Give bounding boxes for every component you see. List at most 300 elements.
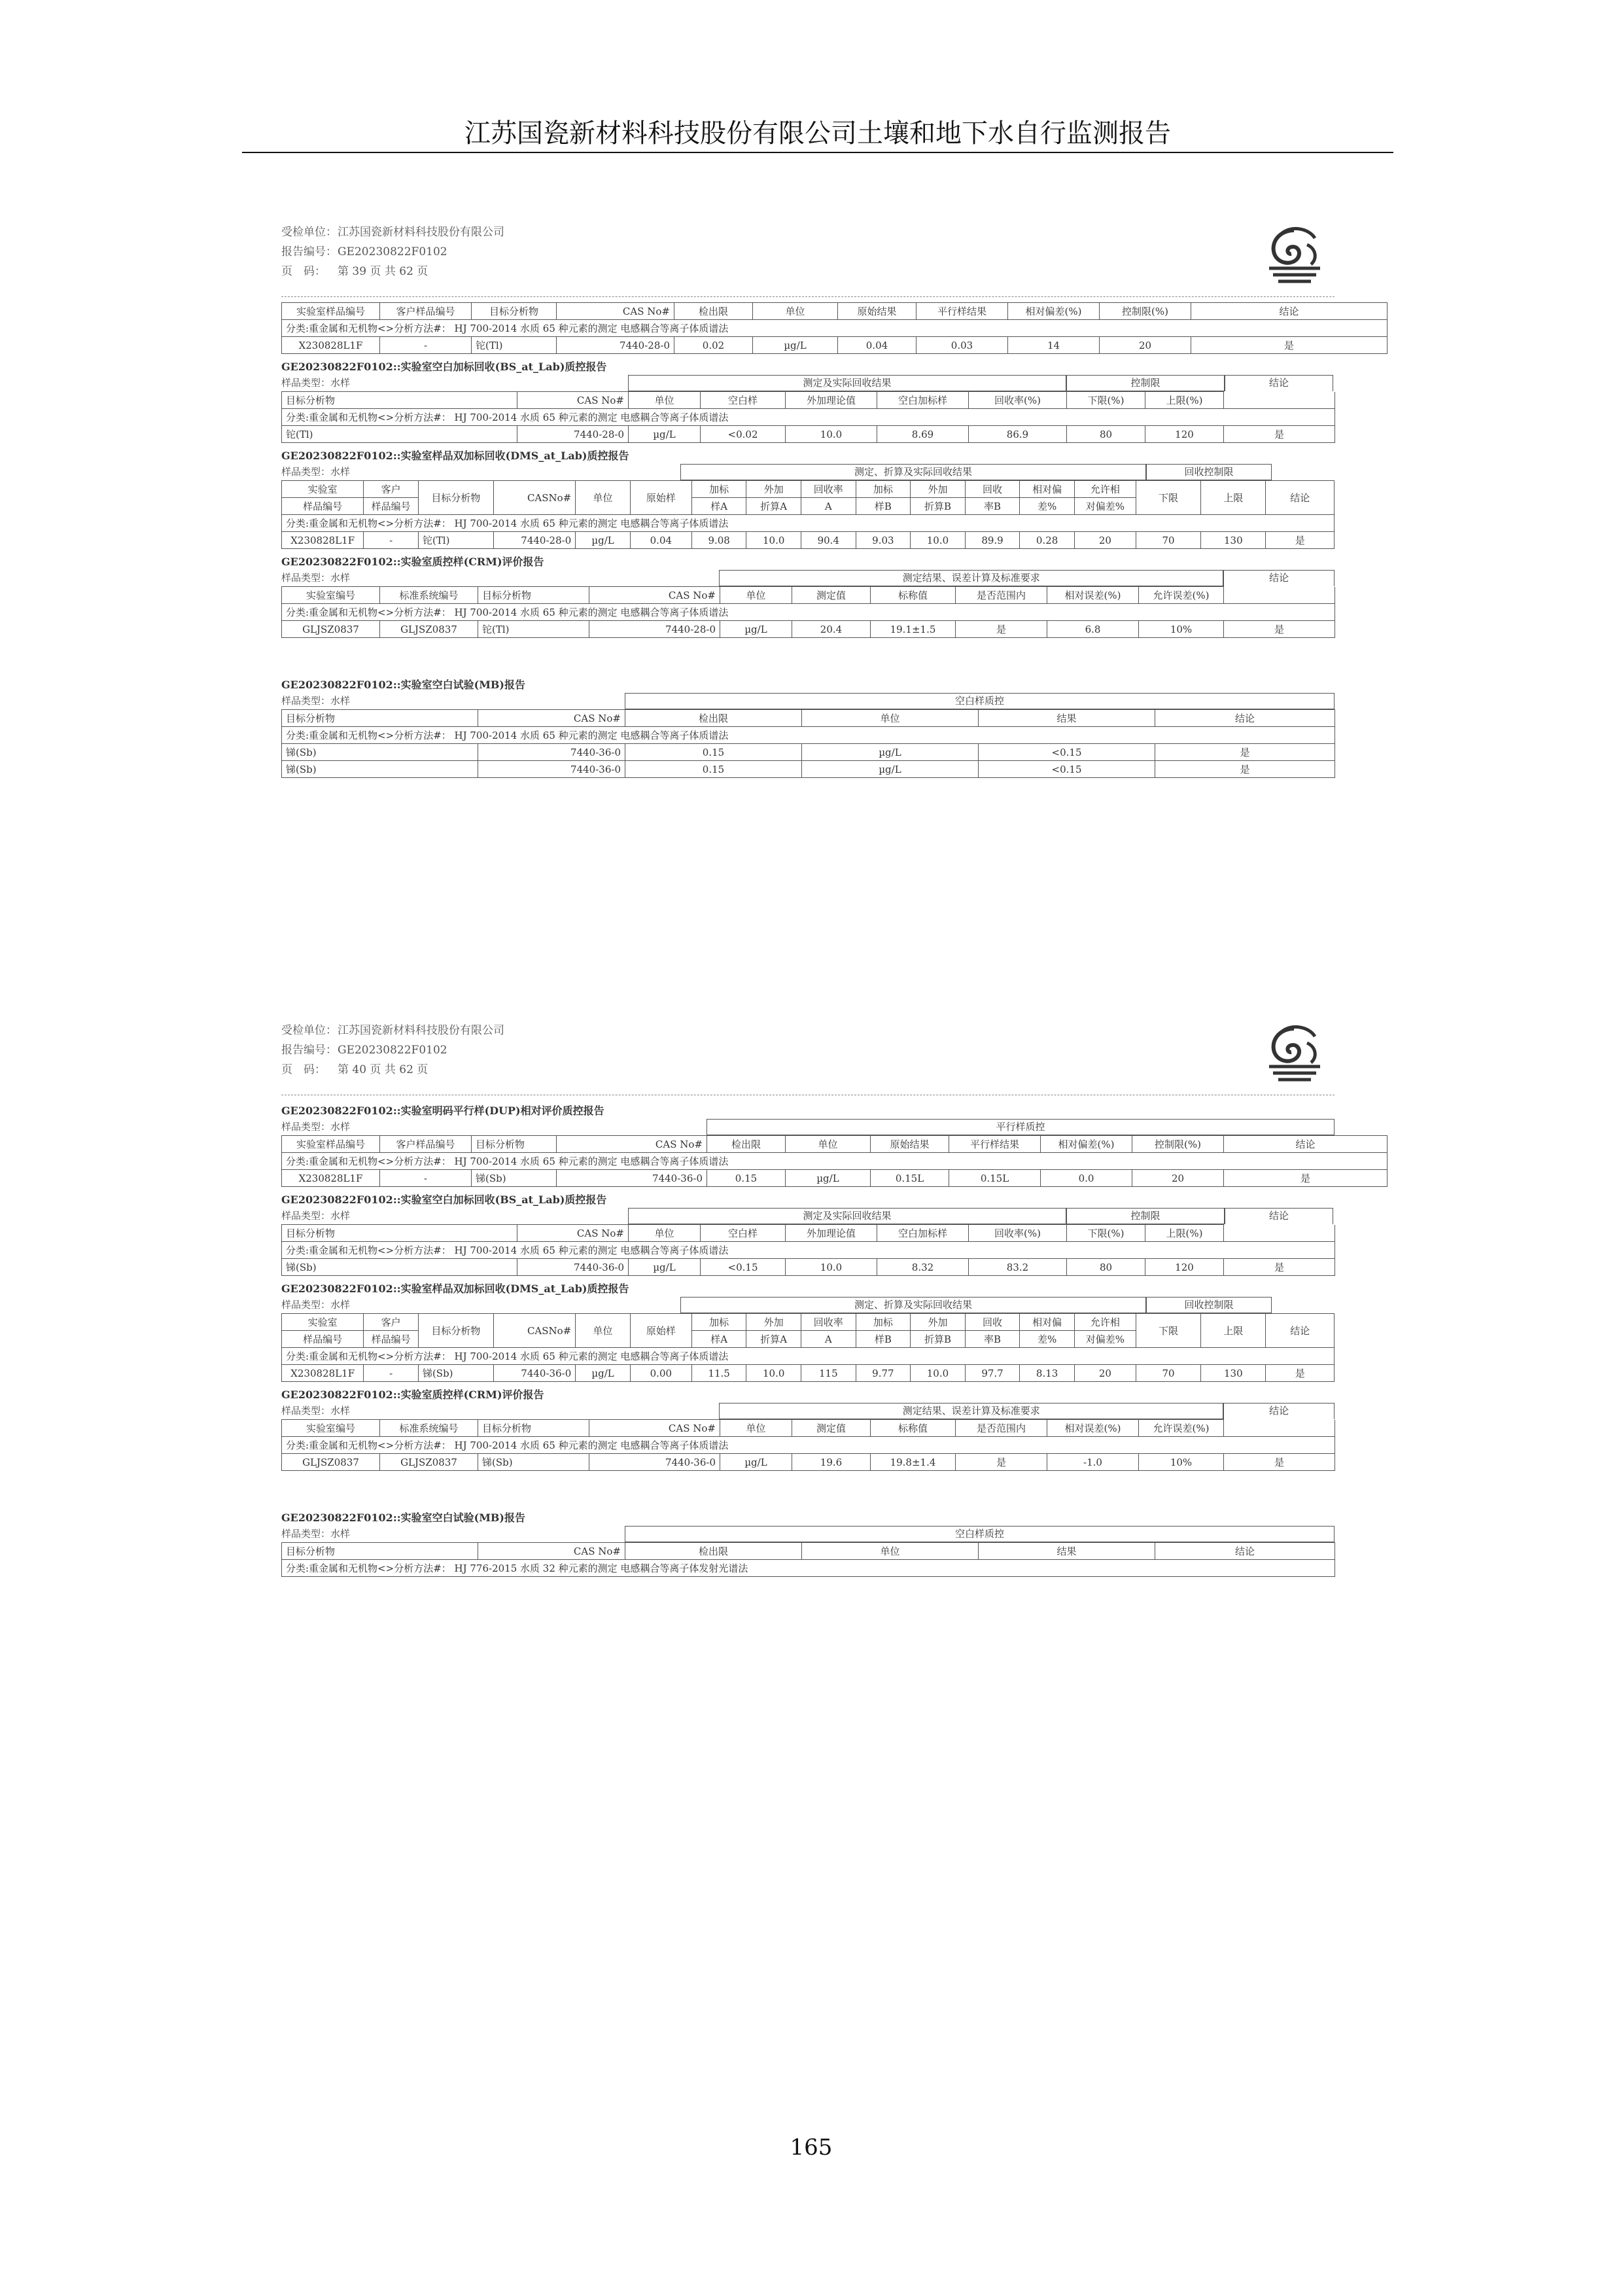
report-page-40 — [281, 1021, 1335, 1577]
cell: µg/L — [786, 1170, 871, 1187]
cell: 7440-36-0 — [517, 1259, 629, 1276]
cell: 11.5 — [691, 1365, 746, 1382]
col-header: 允许误差(%) — [1139, 587, 1224, 604]
cell: 20 — [1100, 337, 1191, 354]
group-caption: 测定及实际回收结果 — [628, 1208, 1066, 1224]
cell: 0.00 — [630, 1365, 691, 1382]
cell: µg/L — [576, 1365, 631, 1382]
cell: 是 — [956, 621, 1047, 638]
col-header: A — [801, 498, 856, 515]
col-header: 相对误差(%) — [1047, 1420, 1139, 1437]
col-header: 原始样 — [630, 1314, 691, 1348]
col-header: 实验室样品编号 — [282, 1136, 380, 1153]
col-header: 加标 — [856, 481, 911, 498]
report-meta — [281, 1021, 1335, 1098]
conclusion-cap: 结论 — [1223, 570, 1335, 586]
cell: - — [380, 1170, 472, 1187]
mb-table — [281, 709, 1335, 778]
client-label: 受检单位： — [281, 226, 337, 239]
cell: X230828L1F — [282, 1365, 364, 1382]
cell: 19.6 — [792, 1454, 871, 1471]
cell: 90.4 — [801, 532, 856, 549]
cell: 19.8±1.4 — [871, 1454, 956, 1471]
col-header: 外加 — [746, 481, 801, 498]
cell: 铊(Tl) — [478, 621, 589, 638]
cell: 10.0 — [786, 426, 877, 443]
method-row: 分类:重金属和无机物<>分析方法#： HJ 700-2014 水质 65 种元素的测定 电感耦合等离子体质谱法 — [282, 604, 1335, 621]
dms-table — [281, 1313, 1335, 1382]
cell: GLJSZ0837 — [380, 1454, 478, 1471]
page-info-label: 页 码： — [281, 265, 326, 278]
col-header: 率B — [965, 1331, 1020, 1348]
cell: 80 — [1067, 1259, 1145, 1276]
col-header: 实验室编号 — [282, 587, 380, 604]
cell: 是 — [1155, 761, 1335, 778]
cell: <0.02 — [701, 426, 786, 443]
sample-type: 样品类型：水样 — [281, 1528, 351, 1540]
cell: <0.15 — [979, 761, 1155, 778]
col-header: 相对偏差(%) — [1041, 1136, 1132, 1153]
bs-table — [281, 391, 1335, 443]
cell: µg/L — [753, 337, 838, 354]
method-row: 分类:重金属和无机物<>分析方法#： HJ 700-2014 水质 65 种元素的测定 电感耦合等离子体质谱法 — [282, 515, 1335, 532]
cell: 9.03 — [856, 532, 911, 549]
col-header: 差% — [1020, 1331, 1075, 1348]
sample-type: 样品类型：水样 — [281, 377, 351, 389]
group-caption: 平行样质控 — [707, 1119, 1335, 1135]
cell: 130 — [1201, 1365, 1266, 1382]
col-header: 相对偏 — [1020, 481, 1075, 498]
company-logo-icon — [1260, 222, 1328, 288]
cell: 是 — [1224, 1259, 1335, 1276]
cell: 是 — [1224, 1170, 1387, 1187]
bs-section — [281, 359, 1335, 443]
col-header: 客户样品编号 — [380, 1136, 472, 1153]
method-row: 分类:重金属和无机物<>分析方法#： HJ 700-2014 水质 65 种元素的测定 电感耦合等离子体质谱法 — [282, 727, 1335, 744]
col-header: 标称值 — [871, 1420, 956, 1437]
mb-table — [281, 1542, 1335, 1577]
method-row: 分类:重金属和无机物<>分析方法#： HJ 700-2014 水质 65 种元素的测定 电感耦合等离子体质谱法 — [282, 409, 1335, 426]
col-header: 加标 — [691, 1314, 746, 1331]
col-header: 标准系统编号 — [380, 587, 478, 604]
cell: 80 — [1067, 426, 1145, 443]
sample-type: 样品类型：水样 — [281, 695, 351, 707]
col-header: 空白样 — [701, 1225, 786, 1242]
cell: 0.15 — [707, 1170, 786, 1187]
table-row — [282, 1454, 1335, 1471]
col-header: 目标分析物 — [478, 587, 589, 604]
cell: 7440-28-0 — [517, 426, 629, 443]
header-rule — [242, 152, 1393, 153]
cell: 是 — [956, 1454, 1047, 1471]
col-header: 客户 — [364, 1314, 419, 1331]
col-header: 目标分析物 — [282, 392, 517, 409]
cell: 锑(Sb) — [282, 761, 478, 778]
cell: 0.03 — [916, 337, 1008, 354]
col-header: 测定值 — [792, 587, 871, 604]
col-header: 相对偏 — [1020, 1314, 1075, 1331]
col-header: 上限(%) — [1145, 392, 1224, 409]
cell: 20.4 — [792, 621, 871, 638]
cell: 锑(Sb) — [282, 1259, 517, 1276]
conclusion-cap: 结论 — [1225, 1208, 1333, 1224]
dup-header-row — [282, 303, 1387, 320]
col-header: 实验室样品编号 — [282, 303, 380, 320]
cell: -1.0 — [1047, 1454, 1139, 1471]
col-header: 结论 — [1224, 1136, 1387, 1153]
cell: - — [364, 1365, 419, 1382]
sample-type: 样品类型：水样 — [281, 572, 351, 584]
cell: 89.9 — [965, 532, 1020, 549]
cell: 0.04 — [630, 532, 691, 549]
cell: <0.15 — [701, 1259, 786, 1276]
col-header: 回收 — [965, 1314, 1020, 1331]
cell: 8.69 — [877, 426, 969, 443]
cell: 20 — [1074, 1365, 1136, 1382]
col-header: 允许误差(%) — [1139, 1420, 1224, 1437]
page-info: 第 40 页 共 62 页 — [338, 1063, 428, 1076]
table-row — [282, 1365, 1335, 1382]
col-header: 测定值 — [792, 1420, 871, 1437]
cell: µg/L — [720, 621, 792, 638]
group-caption: 回收控制限 — [1146, 464, 1272, 480]
col-header: 实验室 — [282, 1314, 364, 1331]
col-header: CAS No# — [478, 1543, 625, 1560]
cell: 83.2 — [969, 1259, 1067, 1276]
col-header: 实验室 — [282, 481, 364, 498]
cell: 10.0 — [746, 1365, 801, 1382]
col-header: 外加 — [911, 1314, 966, 1331]
cell: 铊(Tl) — [472, 337, 557, 354]
group-caption: 空白样质控 — [625, 1526, 1335, 1542]
col-header: 回收率(%) — [969, 392, 1067, 409]
cell: 锑(Sb) — [478, 1454, 589, 1471]
method-row: 分类:重金属和无机物<>分析方法#： HJ 700-2014 水质 65 种元素的测定 电感耦合等离子体质谱法 — [282, 1348, 1335, 1365]
dms-section — [281, 448, 1335, 549]
report-page-39 — [281, 222, 1335, 778]
col-header: 回收率 — [801, 1314, 856, 1331]
report-no: GE20230822F0102 — [338, 245, 447, 258]
sample-type: 样品类型：水样 — [281, 1210, 351, 1222]
crm-table — [281, 1419, 1335, 1471]
cell: 7440-36-0 — [589, 1454, 720, 1471]
col-header: 上限 — [1201, 481, 1266, 515]
cell: 0.15L — [871, 1170, 949, 1187]
col-header: 单位 — [720, 1420, 792, 1437]
cell: 70 — [1136, 532, 1200, 549]
col-header: 目标分析物 — [282, 1225, 517, 1242]
col-header: 结论 — [1155, 710, 1335, 727]
cell: 是 — [1224, 621, 1335, 638]
col-header: 单位 — [786, 1136, 871, 1153]
col-header: 下限 — [1136, 1314, 1200, 1348]
col-header: 空白样 — [701, 392, 786, 409]
crm-table — [281, 586, 1335, 638]
dup-table — [281, 1135, 1387, 1187]
col-header: CAS No# — [478, 710, 625, 727]
cell: <0.15 — [979, 744, 1155, 761]
cell: µg/L — [629, 1259, 701, 1276]
cell: 7440-36-0 — [478, 761, 625, 778]
dms-section — [281, 1281, 1335, 1382]
group-caption: 回收控制限 — [1146, 1297, 1272, 1313]
document-header: 江苏国瓷新材料科技股份有限公司土壤和地下水自行监测报告 — [464, 118, 1171, 149]
col-header: 回收率 — [801, 481, 856, 498]
sample-type: 样品类型：水样 — [281, 1121, 351, 1133]
cell: X230828L1F — [282, 337, 380, 354]
cell: µg/L — [576, 532, 631, 549]
col-header: 外加 — [911, 481, 966, 498]
col-header: 单位 — [802, 710, 979, 727]
cell: 0.15L — [949, 1170, 1041, 1187]
col-header: 目标分析物 — [282, 1543, 478, 1560]
col-header: 空白加标样 — [877, 392, 969, 409]
cell: 10.0 — [911, 532, 966, 549]
col-header: 相对偏差(%) — [1008, 303, 1100, 320]
report-no: GE20230822F0102 — [338, 1044, 447, 1057]
col-header: CASNo# — [493, 481, 575, 515]
col-header: 结论 — [1266, 1314, 1335, 1348]
dms-table — [281, 480, 1335, 549]
col-header: 相对误差(%) — [1047, 587, 1139, 604]
company-logo-icon — [1260, 1021, 1328, 1086]
cell: 9.08 — [691, 532, 746, 549]
col-header: 下限(%) — [1067, 1225, 1145, 1242]
cell: X230828L1F — [282, 1170, 380, 1187]
col-header: 允许相 — [1074, 1314, 1136, 1331]
col-header: 对偏差% — [1074, 1331, 1136, 1348]
col-header: 单位 — [720, 587, 792, 604]
col-header: 检出限 — [625, 1543, 802, 1560]
cell: 7440-36-0 — [493, 1365, 575, 1382]
cell: 7440-36-0 — [557, 1170, 707, 1187]
cell: µg/L — [629, 426, 701, 443]
cell: 锑(Sb) — [418, 1365, 493, 1382]
client-name: 江苏国瓷新材料科技股份有限公司 — [338, 226, 504, 239]
cell: 20 — [1074, 532, 1136, 549]
cell: 10.0 — [911, 1365, 966, 1382]
col-header: 样A — [691, 498, 746, 515]
col-header: 下限(%) — [1067, 392, 1145, 409]
col-header: 加标 — [691, 481, 746, 498]
col-header: 实验室编号 — [282, 1420, 380, 1437]
col-header: 单位 — [629, 392, 701, 409]
col-header: CAS No# — [589, 1420, 720, 1437]
conclusion-cap: 结论 — [1225, 375, 1333, 391]
col-header: 上限 — [1201, 1314, 1266, 1348]
cell: 8.32 — [877, 1259, 969, 1276]
cell: 锑(Sb) — [472, 1170, 557, 1187]
cell: GLJSZ0837 — [380, 621, 478, 638]
col-header: CAS No# — [589, 587, 720, 604]
cell: 是 — [1266, 1365, 1335, 1382]
col-header: 对偏差% — [1074, 498, 1136, 515]
col-header: 样品编号 — [364, 498, 419, 515]
col-header: 原始结果 — [838, 303, 916, 320]
cell: 0.0 — [1041, 1170, 1132, 1187]
conclusion-cap: 结论 — [1223, 1403, 1335, 1419]
col-header: 结论 — [1266, 481, 1335, 515]
section-title: GE20230822F0102::实验室质控样(CRM)评价报告 — [281, 1388, 544, 1401]
col-header: 允许相 — [1074, 481, 1136, 498]
section-title: GE20230822F0102::实验室明码平行样(DUP)相对评价质控报告 — [281, 1104, 604, 1117]
report-meta — [281, 222, 1335, 300]
cell: 10% — [1139, 1454, 1224, 1471]
col-header: 目标分析物 — [418, 481, 493, 515]
cell: 86.9 — [969, 426, 1067, 443]
cell: 0.02 — [674, 337, 753, 354]
client-name: 江苏国瓷新材料科技股份有限公司 — [338, 1024, 504, 1037]
col-header: 单位 — [576, 481, 631, 515]
cell: 0.28 — [1020, 532, 1075, 549]
method-row: 分类:重金属和无机物<>分析方法#： HJ 700-2014 水质 65 种元素的测定 电感耦合等离子体质谱法 — [282, 320, 1387, 337]
table-row — [282, 621, 1335, 638]
section-title: GE20230822F0102::实验室空白试验(MB)报告 — [281, 1511, 526, 1524]
col-header: CAS No# — [557, 303, 674, 320]
cell: GLJSZ0837 — [282, 1454, 380, 1471]
method-row: 分类:重金属和无机物<>分析方法#： HJ 776-2015 水质 32 种元素的测定 电感耦合等离子体发射光谱法 — [282, 1560, 1335, 1577]
section-title: GE20230822F0102::实验室空白加标回收(BS_at_Lab)质控报告 — [281, 1193, 607, 1206]
cell: 10.0 — [746, 532, 801, 549]
cell: 7440-28-0 — [589, 621, 720, 638]
table-row — [282, 1259, 1335, 1276]
col-header: 检出限 — [674, 303, 753, 320]
col-header: 标称值 — [871, 587, 956, 604]
col-header: 加标 — [856, 1314, 911, 1331]
col-header-empty — [1224, 1225, 1335, 1242]
cell: - — [380, 337, 472, 354]
table-row — [282, 744, 1335, 761]
method-row: 分类:重金属和无机物<>分析方法#： HJ 700-2014 水质 65 种元素的测定 电感耦合等离子体质谱法 — [282, 1153, 1387, 1170]
sample-type: 样品类型：水样 — [281, 1299, 351, 1311]
col-header-empty — [1224, 587, 1335, 604]
col-header: 下限 — [1136, 481, 1200, 515]
crm-section — [281, 554, 1335, 638]
section-title: GE20230822F0102::实验室质控样(CRM)评价报告 — [281, 556, 544, 568]
col-header: 上限(%) — [1145, 1225, 1224, 1242]
col-header: 目标分析物 — [418, 1314, 493, 1348]
meta-divider — [281, 296, 1335, 297]
cell: 130 — [1201, 532, 1266, 549]
cell: µg/L — [720, 1454, 792, 1471]
col-header: 结论 — [1155, 1543, 1335, 1560]
col-header: 折算B — [911, 498, 966, 515]
col-header: 空白加标样 — [877, 1225, 969, 1242]
section-title: GE20230822F0102::实验室空白试验(MB)报告 — [281, 679, 526, 691]
cell: 8.13 — [1020, 1365, 1075, 1382]
group-caption: 测定结果、误差计算及标准要求 — [719, 570, 1223, 586]
client-label: 受检单位： — [281, 1024, 337, 1037]
col-header: CASNo# — [493, 1314, 575, 1348]
method-row: 分类:重金属和无机物<>分析方法#： HJ 700-2014 水质 65 种元素的测定 电感耦合等离子体质谱法 — [282, 1242, 1335, 1259]
table-row — [282, 337, 1387, 354]
col-header: 控制限(%) — [1132, 1136, 1224, 1153]
col-header: 外加理论值 — [786, 1225, 877, 1242]
section-title: GE20230822F0102::实验室空白加标回收(BS_at_Lab)质控报告 — [281, 361, 607, 373]
mb-section — [281, 1510, 1335, 1577]
col-header: 样A — [691, 1331, 746, 1348]
col-header: CAS No# — [557, 1136, 707, 1153]
col-header-empty — [1224, 1420, 1335, 1437]
col-header: 单位 — [576, 1314, 631, 1348]
col-header: 结果 — [979, 1543, 1155, 1560]
col-header: 折算B — [911, 1331, 966, 1348]
col-header: 样B — [856, 498, 911, 515]
cell: 是 — [1191, 337, 1387, 354]
col-header: 样品编号 — [282, 498, 364, 515]
cell: 是 — [1224, 1454, 1335, 1471]
col-header: 是否范围内 — [956, 1420, 1047, 1437]
group-caption: 控制限 — [1066, 375, 1225, 391]
col-header: 回收 — [965, 481, 1020, 498]
cell: 10% — [1139, 621, 1224, 638]
page-info-label: 页 码： — [281, 1063, 326, 1076]
col-header: 是否范围内 — [956, 587, 1047, 604]
group-caption: 测定、折算及实际回收结果 — [680, 464, 1146, 480]
cell: 0.15 — [625, 744, 802, 761]
col-header: 差% — [1020, 498, 1075, 515]
col-header: 结果 — [979, 710, 1155, 727]
table-row — [282, 1170, 1387, 1187]
col-header: 单位 — [802, 1543, 979, 1560]
cell: 是 — [1224, 426, 1335, 443]
col-header: 控制限(%) — [1100, 303, 1191, 320]
col-header: 率B — [965, 498, 1020, 515]
col-header: 目标分析物 — [472, 303, 557, 320]
cell: 9.77 — [856, 1365, 911, 1382]
sample-type: 样品类型：水样 — [281, 466, 351, 478]
table-row — [282, 426, 1335, 443]
cell: 10.0 — [786, 1259, 877, 1276]
cell: 7440-28-0 — [493, 532, 575, 549]
table-row — [282, 761, 1335, 778]
cell: 6.8 — [1047, 621, 1139, 638]
report-no-label: 报告编号： — [281, 245, 337, 258]
sample-type: 样品类型：水样 — [281, 1405, 351, 1417]
col-header: 外加 — [746, 1314, 801, 1331]
cell: X230828L1F — [282, 532, 364, 549]
col-header: 结论 — [1191, 303, 1387, 320]
col-header: 原始样 — [630, 481, 691, 515]
cell: 锑(Sb) — [282, 744, 478, 761]
col-header: 样品编号 — [364, 1331, 419, 1348]
col-header: 单位 — [629, 1225, 701, 1242]
bs-table — [281, 1224, 1335, 1276]
report-no-label: 报告编号： — [281, 1044, 337, 1057]
col-header: 平行样结果 — [949, 1136, 1041, 1153]
col-header: 折算A — [746, 1331, 801, 1348]
col-header-empty — [1224, 392, 1335, 409]
cell: 20 — [1132, 1170, 1224, 1187]
section-title: GE20230822F0102::实验室样品双加标回收(DMS_at_Lab)质控报告 — [281, 450, 629, 462]
cell: 0.04 — [838, 337, 916, 354]
col-header: 客户 — [364, 481, 419, 498]
col-header: 目标分析物 — [478, 1420, 589, 1437]
cell: 铊(Tl) — [282, 426, 517, 443]
dup-section — [281, 1103, 1335, 1187]
col-header: 外加理论值 — [786, 392, 877, 409]
col-header: 折算A — [746, 498, 801, 515]
col-header: 目标分析物 — [472, 1136, 557, 1153]
cell: 7440-36-0 — [478, 744, 625, 761]
cell: 14 — [1008, 337, 1100, 354]
group-caption: 测定、折算及实际回收结果 — [680, 1297, 1146, 1313]
cell: 是 — [1266, 532, 1335, 549]
bs-section — [281, 1192, 1335, 1276]
cell: - — [364, 532, 419, 549]
col-header: 检出限 — [625, 710, 802, 727]
cell: GLJSZ0837 — [282, 621, 380, 638]
